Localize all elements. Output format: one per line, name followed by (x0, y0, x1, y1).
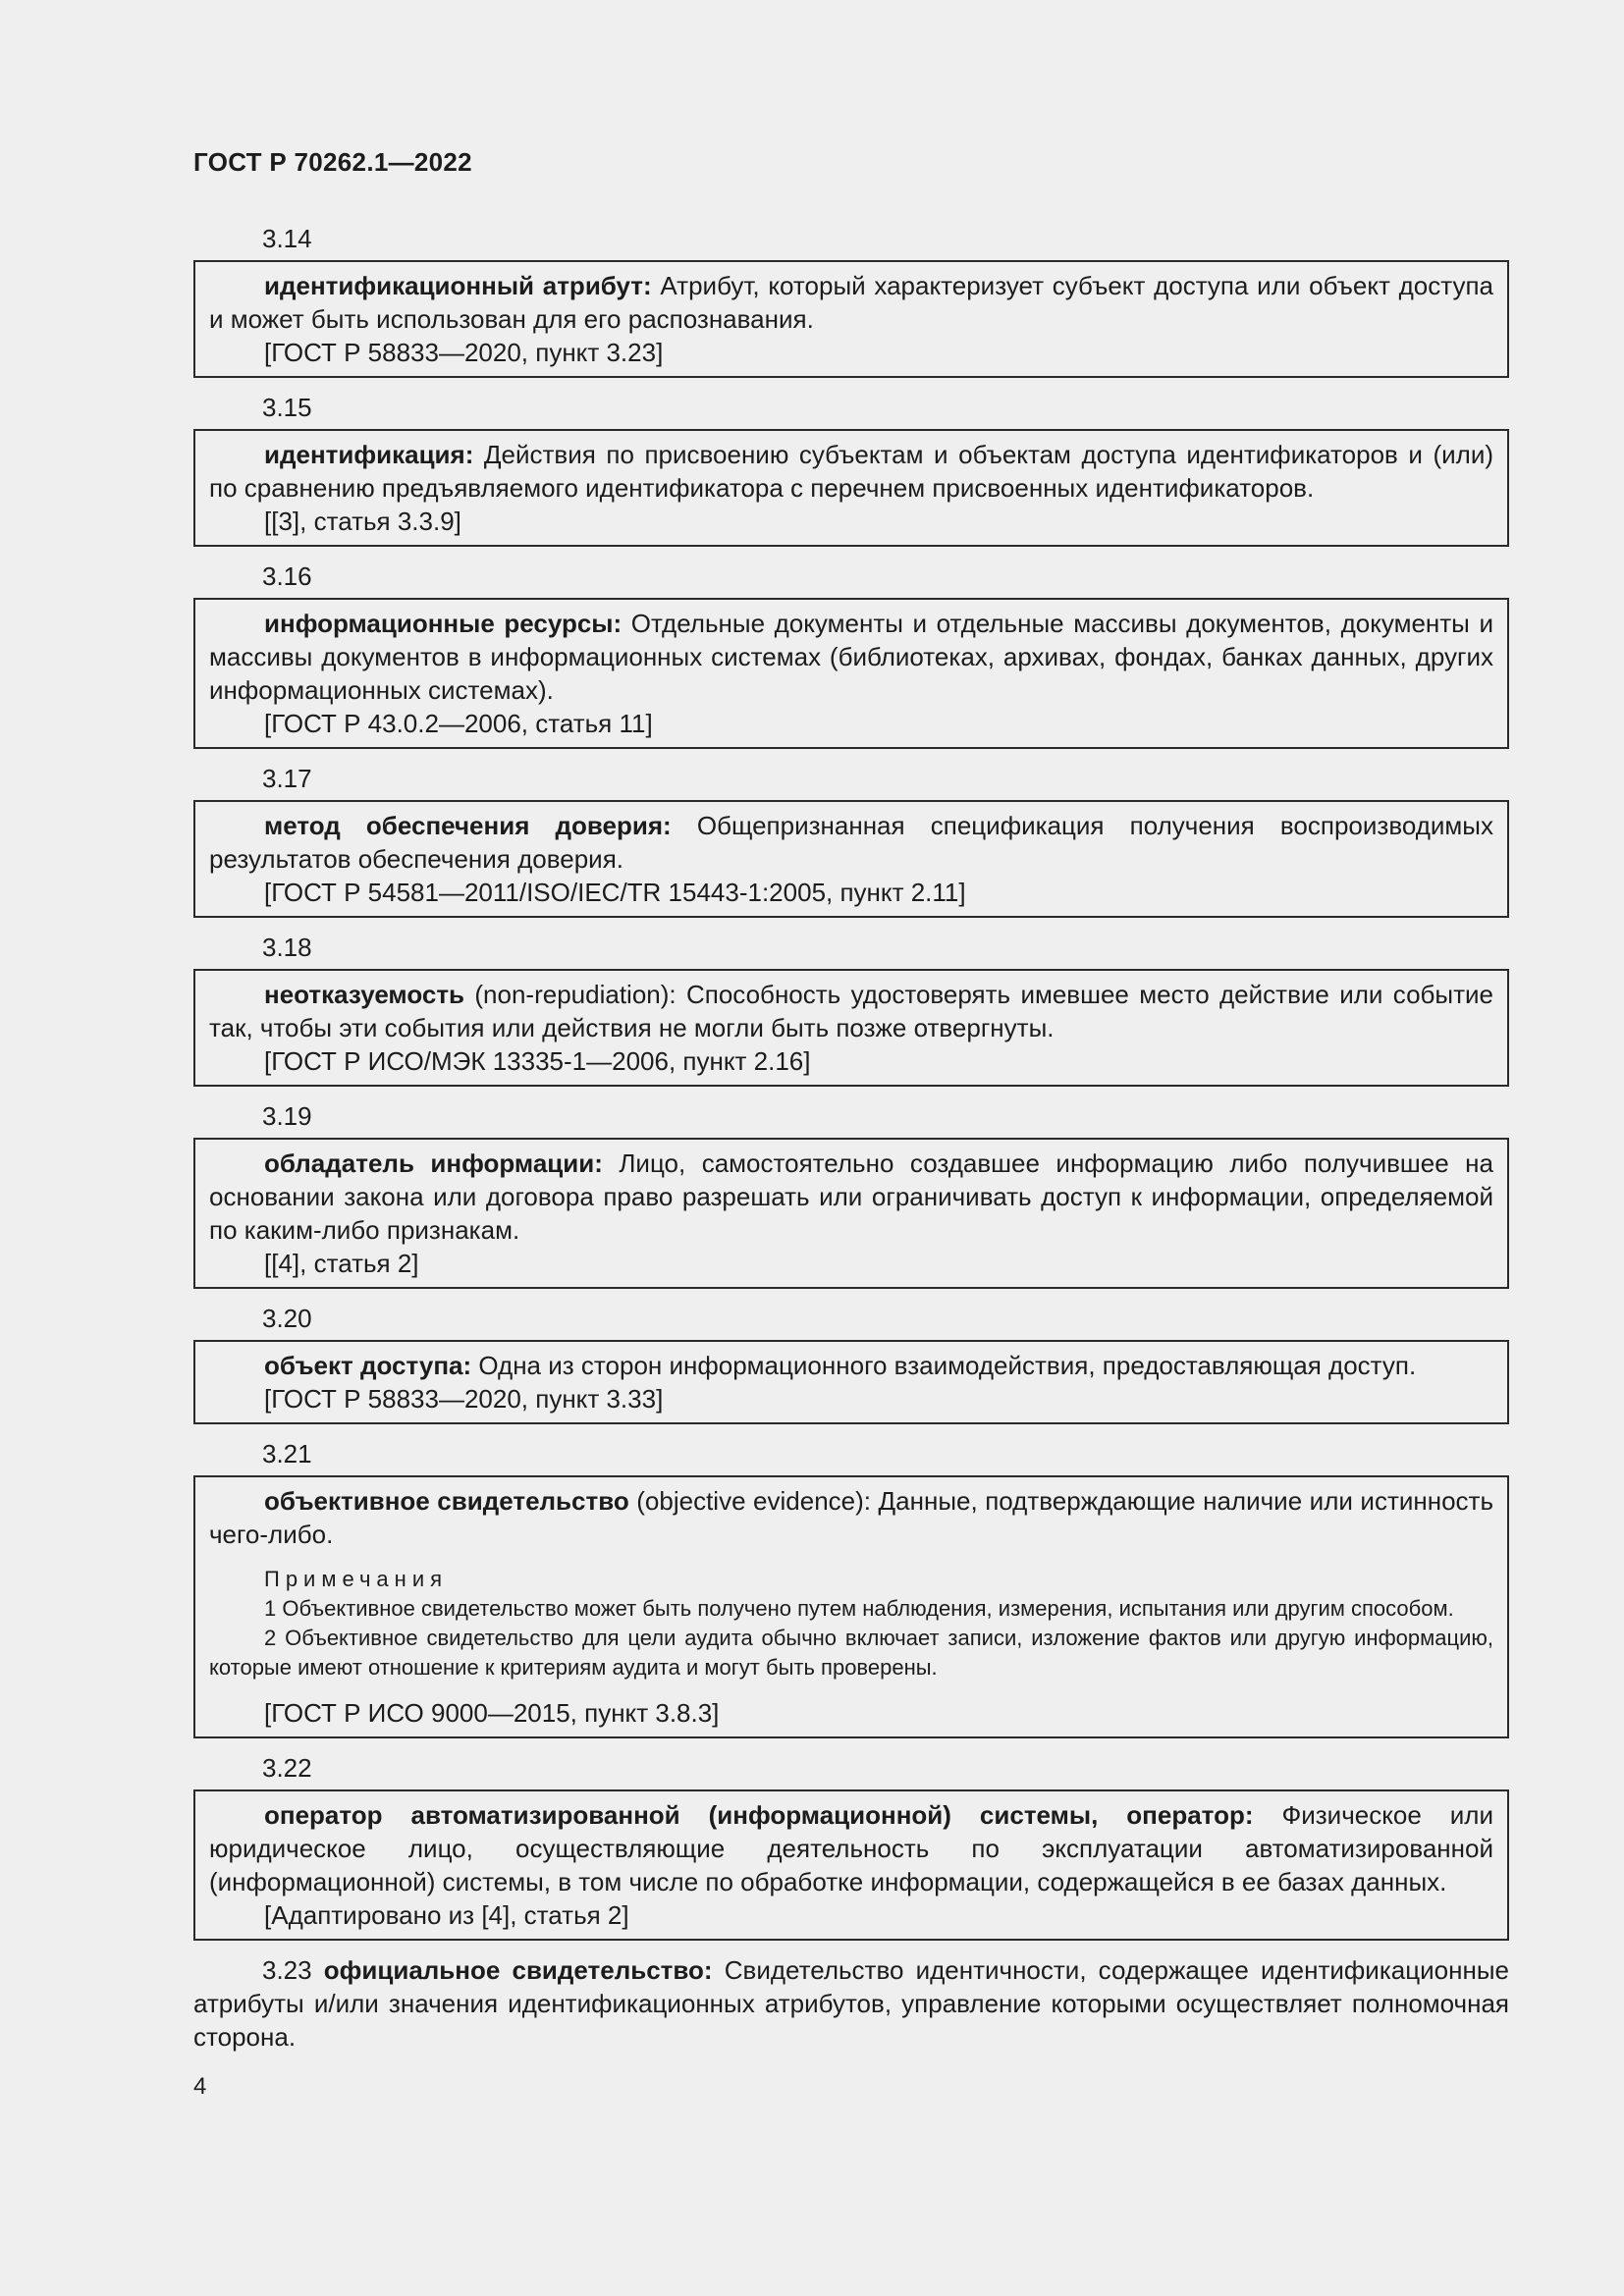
term-number: 3.17 (262, 764, 312, 793)
term-text (209, 978, 1493, 1044)
term-box (193, 800, 1509, 918)
term-source: [Адаптировано из [4], статья 2] (264, 1900, 629, 1930)
terms-list (193, 222, 1509, 2054)
note-item: 2 Объективное свидетельство для цели аудита обычно включает записи, изложение фактов или другую информацию, которые имеют отношение к критериям аудита и могут быть проверены. (209, 1626, 1493, 1680)
term-name: объект доступа: (264, 1351, 472, 1380)
term-definition: Физическое или юридическое лицо, осуществляющие деятельность по эксплуатации автоматизированной (информационной) системы, в том числе по обработке информации, содержащейся в ее базах данных. (209, 1800, 1493, 1896)
term-number: 3.16 (262, 561, 312, 591)
term-name: обладатель информации: (264, 1148, 603, 1178)
term-name: идентификационный атрибут: (264, 271, 652, 300)
term-name: оператор автоматизированной (информационной) системы, оператор: (264, 1800, 1254, 1830)
term-definition: Действия по присвоению субъектам и объектам доступа идентификаторов и (или) по сравнению предъявляемого идентификатора с перечнем присвоенных идентификаторов. (209, 440, 1493, 503)
term-box (193, 260, 1509, 378)
term-number: 3.22 (262, 1753, 312, 1783)
term-box (193, 1340, 1509, 1424)
term-name: неотказуемость (264, 980, 465, 1009)
term-name: идентификация: (264, 440, 474, 469)
notes-title: Примечания (264, 1567, 449, 1591)
term-number: 3.20 (262, 1304, 312, 1333)
term-source: [[4], статья 2] (264, 1249, 419, 1278)
term-definition: Лицо, самостоятельно создавшее информацию либо получившее на основании закона или договора право разрешать или ограничивать доступ к информации, определяемой по каким-либо признакам. (209, 1148, 1493, 1245)
term-name: информационные ресурсы: (264, 609, 623, 638)
term-source: [ГОСТ Р ИСО 9000—2015, пункт 3.8.3] (264, 1698, 720, 1728)
term-source: [ГОСТ Р 43.0.2—2006, статья 11] (264, 709, 653, 738)
term-text (209, 1798, 1493, 1898)
term-number: 3.18 (262, 933, 312, 962)
term-source: [ГОСТ Р 58833—2020, пункт 3.23] (264, 338, 664, 367)
term-definition: (non-repudiation): Способность удостоверять имевшее место действие или событие так, чтобы эти события или действия не могли быть позже отвергнуты. (209, 980, 1493, 1042)
term-definition: Атрибут, который характеризует субъект доступа или объект доступа и может быть использован для его распознавания. (209, 271, 1493, 334)
note-item: 1 Объективное свидетельство может быть получено путем наблюдения, измерения, испытания или другим способом. (264, 1596, 1454, 1621)
term-name: метод обеспечения доверия: (264, 811, 672, 840)
term-number: 3.19 (262, 1101, 312, 1131)
term-name: объективное свидетельство (264, 1486, 629, 1516)
term-name: официальное свидетельство: (323, 1955, 713, 1985)
term-box (193, 1475, 1509, 1738)
term-box (193, 969, 1509, 1087)
term-number: 3.21 (262, 1439, 312, 1468)
term-source: [[3], статья 3.3.9] (264, 507, 461, 536)
term-definition: Отдельные документы и отдельные массивы документов, документы и массивы документов в информационных системах (библиотеках, архивах, фондах, банках данных, других информационных системах). (209, 609, 1493, 705)
term-number: 3.23 (262, 1955, 312, 1985)
term-source: [ГОСТ Р ИСО/МЭК 13335-1—2006, пункт 2.16] (264, 1046, 811, 1076)
term-text (209, 1147, 1493, 1247)
term-source: [ГОСТ Р 54581—2011/ISO/IEC/TR 15443-1:2005, пункт 2.11] (264, 878, 966, 907)
term-box (193, 1138, 1509, 1289)
term-text (209, 607, 1493, 707)
term-definition: Одна из сторон информационного взаимодействия, предоставляющая доступ. (471, 1351, 1417, 1380)
document-header: ГОСТ Р 70262.1—2022 (193, 147, 472, 177)
term-text (209, 809, 1493, 876)
term-definition: (objective evidence): Данные, подтверждающие наличие или истинность чего-либо. (209, 1486, 1493, 1549)
final-term-text (193, 1953, 1509, 2054)
term-box (193, 598, 1509, 749)
term-text (209, 269, 1493, 336)
term-text (209, 1349, 1493, 1382)
term-box (193, 429, 1509, 547)
term-number: 3.15 (262, 393, 312, 422)
term-definition: Общепризнанная спецификация получения воспроизводимых результатов обеспечения доверия. (209, 811, 1493, 874)
term-number: 3.14 (262, 224, 312, 253)
term-box (193, 1789, 1509, 1941)
term-text (209, 1484, 1493, 1551)
term-text (209, 438, 1493, 505)
term-source: [ГОСТ Р 58833—2020, пункт 3.33] (264, 1384, 664, 1414)
page-number: 4 (193, 2073, 207, 2100)
term-definition: Свидетельство идентичности, содержащее идентификационные атрибуты и/или значения идентификационных атрибутов, управление которыми осуществляет полномочная сторона. (193, 1955, 1509, 2052)
